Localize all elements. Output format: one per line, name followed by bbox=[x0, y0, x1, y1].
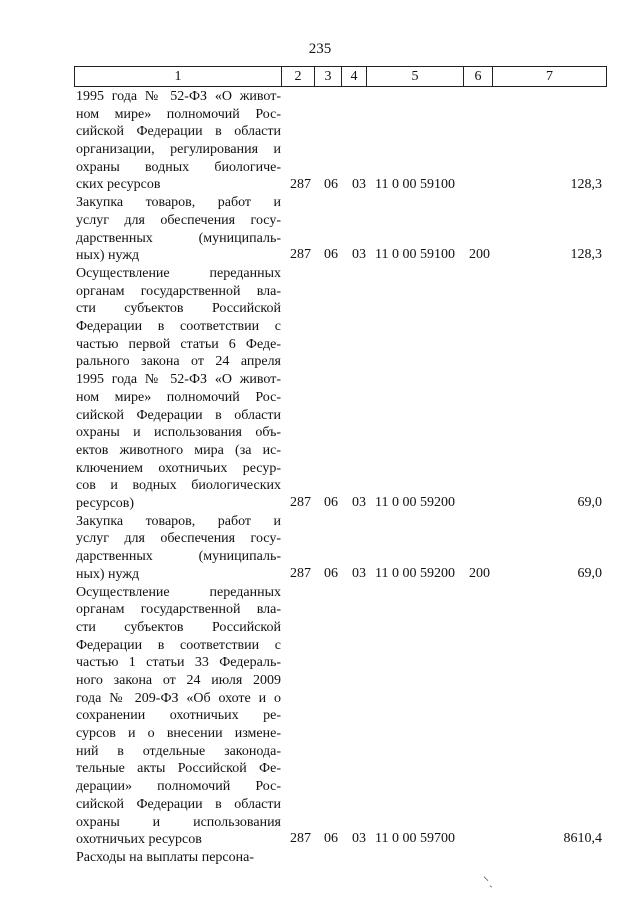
cell-c7: 69,0 bbox=[577, 565, 602, 581]
description-line: ний в отдельные законода- bbox=[76, 743, 281, 759]
description-line: ных) нужд bbox=[76, 566, 140, 582]
column-header-2: 2 bbox=[282, 67, 315, 87]
description-line: услуг для обеспечения госу- bbox=[76, 212, 281, 228]
cell-c2: 287 bbox=[290, 495, 311, 511]
description-line: ном мире» полномочий Рос- bbox=[76, 389, 281, 405]
column-header-5: 5 bbox=[367, 67, 464, 87]
cell-c4: 03 bbox=[352, 831, 366, 847]
description-line: сийской Федерации в области bbox=[76, 124, 281, 140]
cell-c3: 06 bbox=[324, 495, 338, 511]
cell-c5: 11 0 00 59100 bbox=[375, 176, 455, 192]
description-line: сурсов и о внесении измене- bbox=[76, 726, 281, 742]
description-line: Федерации в соответствии с bbox=[76, 319, 281, 335]
description-line: охотничьих ресурсов bbox=[76, 832, 202, 848]
description-line: ресурсов) bbox=[76, 495, 135, 511]
cell-c2: 287 bbox=[290, 247, 311, 263]
cell-c4: 03 bbox=[352, 495, 366, 511]
cell-c6: 200 bbox=[469, 565, 490, 581]
cell-c3: 06 bbox=[324, 831, 338, 847]
column-header-3: 3 bbox=[315, 67, 342, 87]
description-line: организации, регулирования и bbox=[76, 142, 281, 158]
description-line: 1995 года № 52-ФЗ «О живот- bbox=[76, 372, 281, 388]
description-line: органам государственной вла- bbox=[76, 283, 281, 299]
cell-c4: 03 bbox=[352, 247, 366, 263]
description-line: ских ресурсов bbox=[76, 177, 161, 193]
column-header-table bbox=[74, 66, 607, 87]
cell-c6: 200 bbox=[469, 247, 490, 263]
scan-mark: ⸌ˎ bbox=[483, 874, 493, 888]
description-line: сохранении охотничьих ре- bbox=[76, 708, 281, 724]
cell-c5: 11 0 00 59200 bbox=[375, 495, 455, 511]
cell-c2: 287 bbox=[290, 176, 311, 192]
cell-c7: 69,0 bbox=[577, 495, 602, 511]
description-line: частью первой статьи 6 Феде- bbox=[76, 336, 281, 352]
row-description bbox=[76, 513, 281, 584]
description-line: 1995 года № 52-ФЗ «О живот- bbox=[76, 89, 281, 104]
row-description bbox=[76, 584, 281, 849]
description-line: охраны и использования bbox=[76, 814, 281, 830]
description-line: органам государственной вла- bbox=[76, 602, 281, 618]
description-line: сти субъектов Российской bbox=[76, 619, 281, 635]
description-line: сти субъектов Российской bbox=[76, 301, 281, 317]
description-line: сов и водных биологических bbox=[76, 478, 281, 494]
description-line: Осуществление переданных bbox=[76, 266, 281, 281]
description-line: частью 1 статьи 33 Федераль- bbox=[76, 655, 281, 671]
cell-c5: 11 0 00 59700 bbox=[375, 831, 455, 847]
cell-c5: 11 0 00 59200 bbox=[375, 565, 455, 581]
description-line: Закупка товаров, работ и bbox=[76, 195, 281, 211]
cell-c7: 128,3 bbox=[570, 247, 602, 263]
cell-c7: 8610,4 bbox=[563, 831, 602, 847]
description-line: года № 209-ФЗ «Об охоте и о bbox=[76, 690, 281, 706]
row-description bbox=[76, 849, 281, 867]
description-line: услуг для обеспечения госу- bbox=[76, 531, 281, 547]
description-line: ных) нужд bbox=[76, 248, 140, 264]
description-line: ном мире» полномочий Рос- bbox=[76, 106, 281, 122]
description-line: Расходы на выплаты персона- bbox=[76, 850, 254, 866]
description-line: дарственных (муниципаль- bbox=[76, 230, 281, 246]
column-header-6: 6 bbox=[464, 67, 493, 87]
cell-c3: 06 bbox=[324, 565, 338, 581]
cell-c7: 128,3 bbox=[570, 176, 602, 192]
column-header-7: 7 bbox=[493, 67, 607, 87]
column-header-1: 1 bbox=[75, 67, 282, 87]
row-description bbox=[76, 194, 281, 265]
description-line: охраны водных биологиче- bbox=[76, 159, 281, 175]
row-description bbox=[76, 88, 281, 194]
description-line: тельные акты Российской Фе- bbox=[76, 761, 281, 777]
row-description bbox=[76, 265, 281, 513]
description-line: Закупка товаров, работ и bbox=[76, 513, 281, 529]
cell-c2: 287 bbox=[290, 831, 311, 847]
cell-c4: 03 bbox=[352, 176, 366, 192]
cell-c3: 06 bbox=[324, 176, 338, 192]
description-line: охраны и использования объ- bbox=[76, 425, 281, 441]
cell-c4: 03 bbox=[352, 565, 366, 581]
page-number: 235 bbox=[308, 41, 332, 57]
cell-c3: 06 bbox=[324, 247, 338, 263]
description-line: ектов животного мира (за ис- bbox=[76, 442, 281, 458]
cell-c5: 11 0 00 59100 bbox=[375, 247, 455, 263]
column-header-4: 4 bbox=[342, 67, 367, 87]
cell-c2: 287 bbox=[290, 565, 311, 581]
description-line: дерации» полномочий Рос- bbox=[76, 779, 281, 795]
description-line: сийской Федерации в области bbox=[76, 796, 281, 812]
description-line: дарственных (муниципаль- bbox=[76, 549, 281, 565]
description-line: Федерации в соответствии с bbox=[76, 637, 281, 653]
description-line: ключением охотничьих ресур- bbox=[76, 460, 281, 476]
description-line: Осуществление переданных bbox=[76, 584, 281, 600]
description-line: рального закона от 24 апреля bbox=[76, 354, 281, 370]
description-line: ного закона от 24 июля 2009 bbox=[76, 673, 281, 689]
description-line: сийской Федерации в области bbox=[76, 407, 281, 423]
